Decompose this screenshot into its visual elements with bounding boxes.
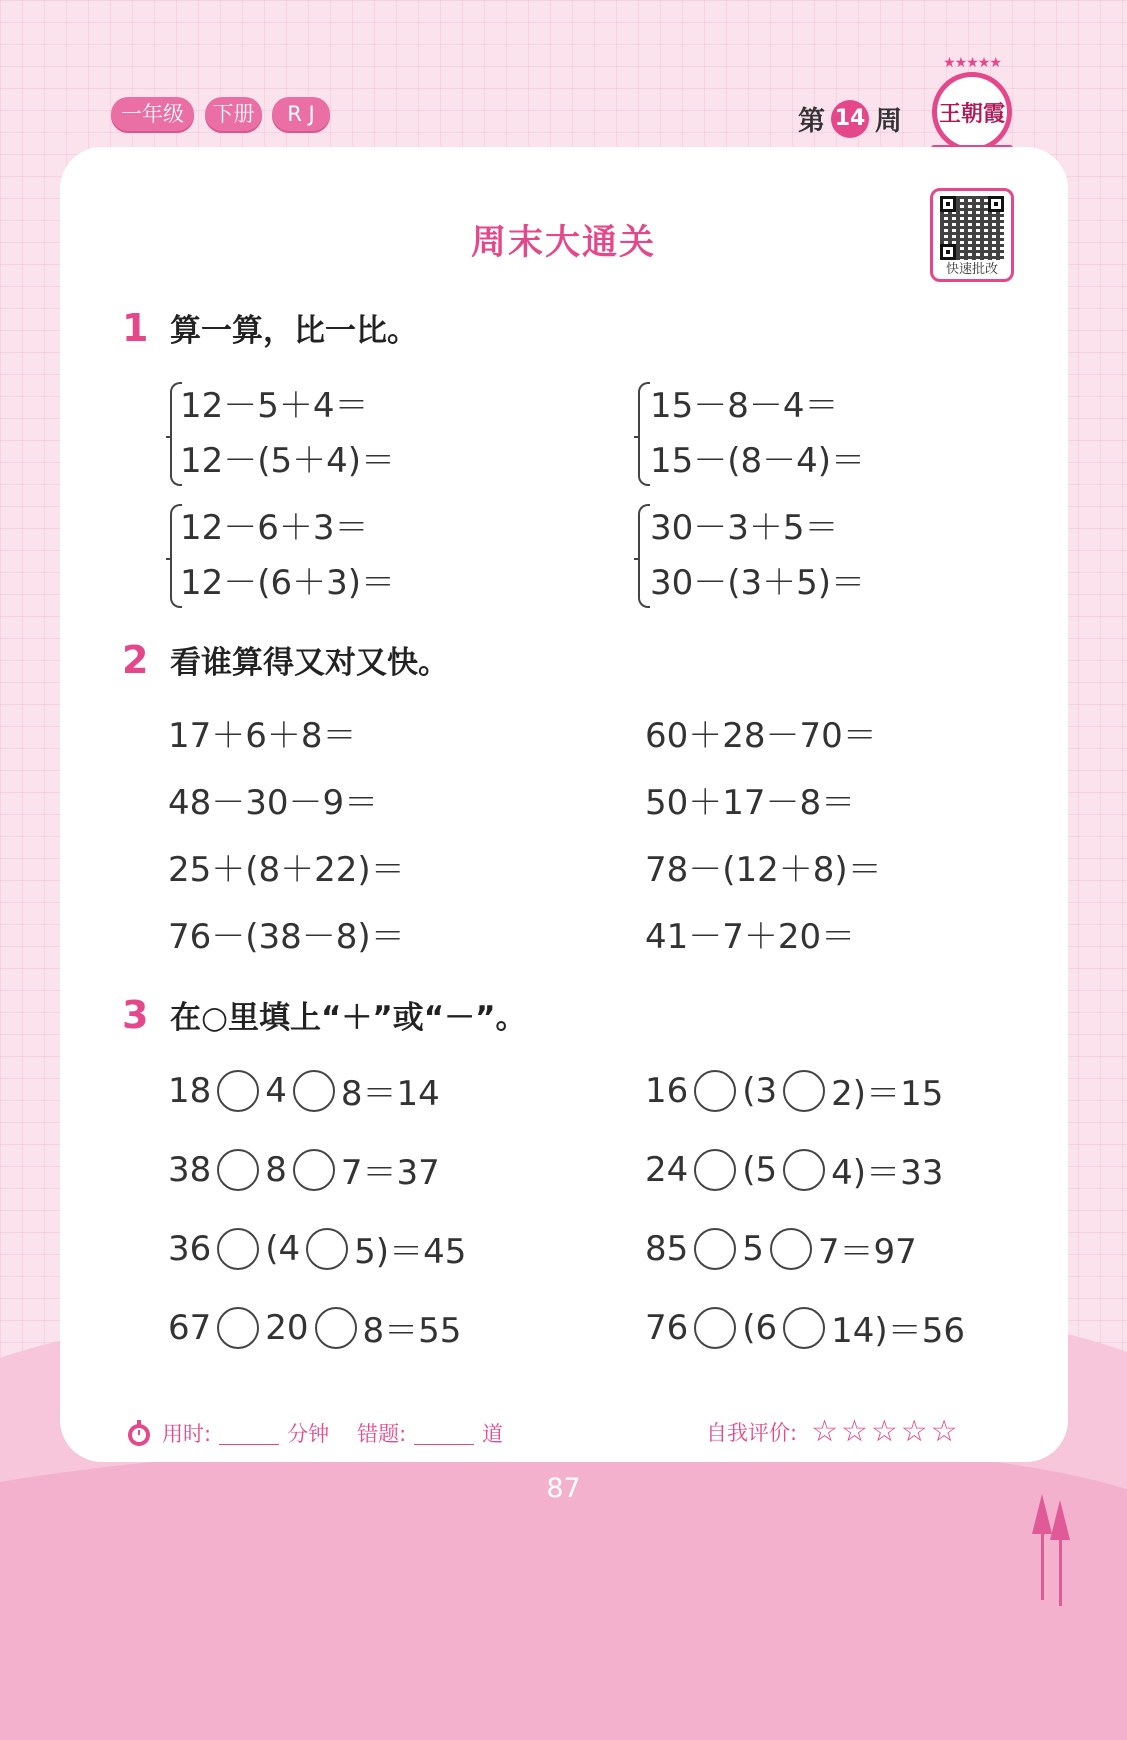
footer-self-eval (706, 1414, 961, 1449)
equation: 12－(5＋4)＝ (180, 441, 396, 481)
operand: 2)＝15 (831, 1074, 944, 1114)
section-number: 1 (122, 305, 149, 350)
brand-logo (932, 55, 1012, 152)
operator-circle-input[interactable] (217, 1307, 259, 1349)
equation: 41－7＋20＝ (645, 917, 856, 957)
equation: 30－3＋5＝ (650, 508, 839, 548)
operator-circle-input[interactable] (315, 1307, 357, 1349)
equation: 30－(3＋5)＝ (650, 563, 866, 603)
qr-finder-icon (940, 196, 956, 212)
time-unit: 分钟 (287, 1422, 330, 1446)
operator-fill-row (168, 1145, 440, 1194)
footer-timing (124, 1418, 503, 1448)
week-indicator (798, 99, 902, 138)
equation: 12－(6＋3)＝ (180, 563, 396, 603)
operand: 5 (742, 1228, 764, 1269)
operand: 20 (265, 1307, 309, 1348)
operand: 16 (645, 1070, 689, 1111)
operand: 76 (645, 1307, 689, 1348)
operator-circle-input[interactable] (217, 1149, 259, 1191)
operator-circle-input[interactable] (217, 1070, 259, 1112)
errors-input[interactable] (414, 1422, 474, 1445)
operator-fill-row (168, 1224, 466, 1273)
operator-circle-input[interactable] (694, 1307, 736, 1349)
decorative-arrow-icon (1032, 1494, 1052, 1534)
operator-circle-input[interactable] (293, 1070, 335, 1112)
operand: 7＝97 (817, 1232, 917, 1272)
self-eval-label: 自我评价: (706, 1420, 798, 1445)
operand: 24 (645, 1149, 689, 1190)
equation: 25＋(8＋22)＝ (168, 850, 405, 890)
operand: 8＝14 (340, 1074, 440, 1114)
decorative-arrow-stem (1059, 1536, 1062, 1606)
page-number: 87 (546, 1473, 581, 1504)
operand: 7＝37 (340, 1153, 440, 1193)
week-prefix: 第 (798, 106, 825, 137)
section-instruction: 在○里填上“＋”或“－”。 (170, 1000, 527, 1036)
equation: 50＋17－8＝ (645, 783, 856, 823)
operand: (5 (742, 1149, 778, 1190)
qr-caption: 快速批改 (945, 262, 998, 277)
operand: 14)＝56 (831, 1311, 965, 1351)
section-3-heading (122, 992, 527, 1037)
operator-fill-row (168, 1066, 440, 1115)
operator-circle-input[interactable] (694, 1228, 736, 1270)
section-2-heading (122, 637, 449, 682)
operator-fill-row (645, 1303, 965, 1352)
equation: 60＋28－70＝ (645, 716, 877, 756)
operator-fill-row (645, 1145, 943, 1194)
decorative-arrow-icon (1050, 1500, 1070, 1540)
operator-circle-input[interactable] (217, 1228, 259, 1270)
logo-stars-icon: ★★★★★ (943, 55, 1001, 71)
operator-circle-input[interactable] (694, 1149, 736, 1191)
operand: 5)＝45 (354, 1232, 467, 1272)
operator-fill-row (168, 1303, 461, 1352)
rating-stars-icon[interactable]: ☆☆☆☆☆ (811, 1414, 961, 1449)
operand: 4 (265, 1070, 287, 1111)
operand: 8 (265, 1149, 287, 1190)
week-number-badge: 14 (831, 100, 869, 138)
operator-circle-input[interactable] (783, 1149, 825, 1191)
operand: (4 (265, 1228, 301, 1269)
brace-icon (638, 504, 650, 608)
time-label: 用时: (162, 1422, 212, 1446)
time-input[interactable] (219, 1422, 279, 1445)
operator-fill-row (645, 1066, 943, 1115)
qr-code[interactable] (930, 188, 1014, 282)
section-number: 2 (122, 637, 149, 682)
decorative-arrow-stem (1041, 1530, 1044, 1600)
section-1-heading (122, 305, 418, 350)
operand: 36 (168, 1228, 212, 1269)
equation: 78－(12＋8)＝ (645, 850, 882, 890)
week-suffix: 周 (875, 106, 902, 137)
equation: 15－(8－4)＝ (650, 441, 866, 481)
equation: 12－6＋3＝ (180, 508, 369, 548)
grade-pill: 一年级 (111, 97, 194, 131)
equation: 48－30－9＝ (168, 783, 379, 823)
equation: 17＋6＋8＝ (168, 716, 357, 756)
equation: 12－5＋4＝ (180, 386, 369, 426)
stopwatch-icon (124, 1418, 154, 1448)
operand: 67 (168, 1307, 212, 1348)
equation: 15－8－4＝ (650, 386, 839, 426)
operator-circle-input[interactable] (783, 1070, 825, 1112)
section-instruction: 看谁算得又对又快。 (170, 645, 449, 681)
qr-finder-icon (988, 196, 1004, 212)
operator-circle-input[interactable] (783, 1307, 825, 1349)
operator-fill-row (645, 1224, 917, 1273)
operand: (3 (742, 1070, 778, 1111)
errors-label: 错题: (357, 1422, 407, 1446)
section-instruction: 算一算，比一比。 (170, 313, 418, 349)
operand: 8＝55 (362, 1311, 462, 1351)
operator-circle-input[interactable] (694, 1070, 736, 1112)
operator-circle-input[interactable] (770, 1228, 812, 1270)
operator-circle-input[interactable] (293, 1149, 335, 1191)
operand: 18 (168, 1070, 212, 1111)
errors-unit: 道 (482, 1422, 504, 1446)
edition-pill: R J (272, 97, 330, 131)
operand: 85 (645, 1228, 689, 1269)
equation: 76－(38－8)＝ (168, 917, 405, 957)
logo-text: 王朝霞 (938, 101, 1005, 127)
brace-icon (638, 382, 650, 486)
operand: 4)＝33 (831, 1153, 944, 1193)
operator-circle-input[interactable] (306, 1228, 348, 1270)
operand: (6 (742, 1307, 778, 1348)
page-title: 周末大通关 (470, 223, 656, 263)
section-number: 3 (122, 992, 149, 1037)
operand: 38 (168, 1149, 212, 1190)
volume-pill: 下册 (205, 97, 262, 131)
